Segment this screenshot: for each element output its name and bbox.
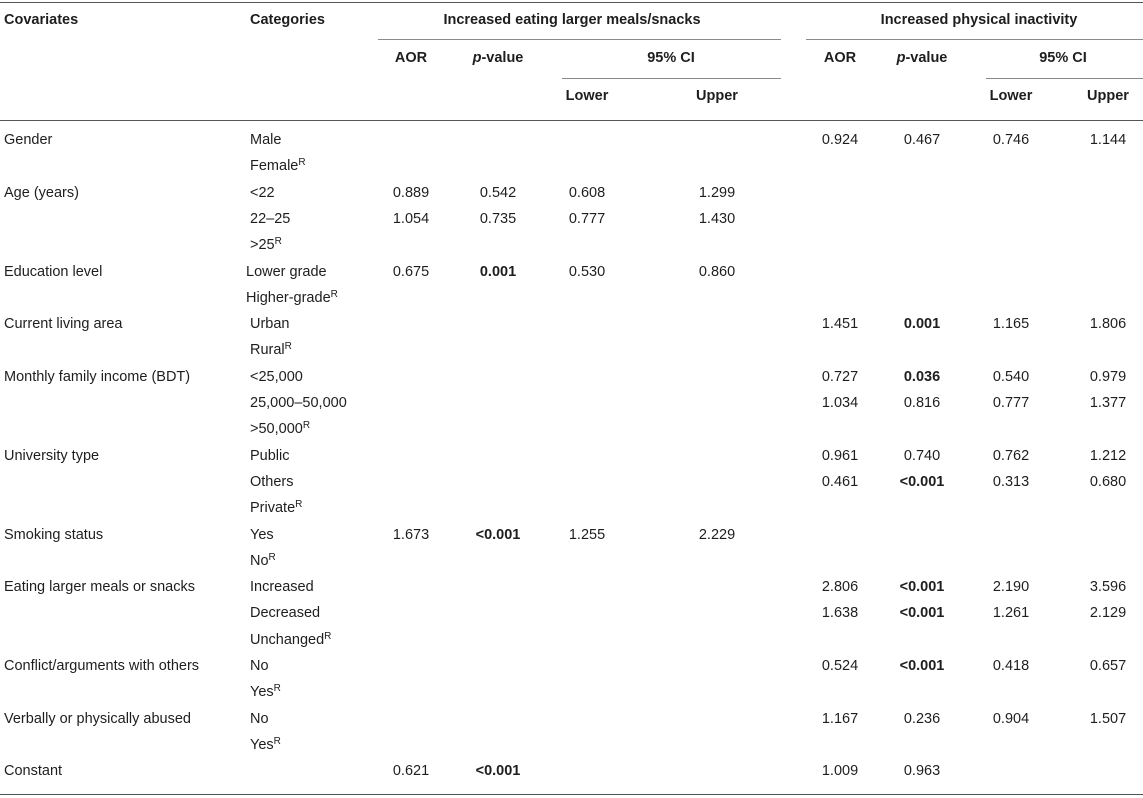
g2-ci-lower-value: 0.904 [992, 711, 1030, 727]
reference-marker: R [273, 736, 281, 747]
category-label: <22 [250, 185, 275, 201]
g2-ci-lower-value: 1.261 [992, 605, 1030, 621]
category-label: Decreased [250, 605, 321, 621]
category-label: Others [250, 474, 294, 490]
covariate-label: Eating larger meals or snacks [4, 579, 195, 595]
covariate-label: Gender [4, 132, 53, 148]
category-label: No [250, 658, 269, 674]
g2-ci-upper-value: 2.129 [1089, 605, 1127, 621]
covariate-label: University type [4, 448, 100, 464]
reference-marker: R [268, 552, 276, 563]
ci2-rule [986, 78, 1143, 79]
category-label: 22–25 [250, 211, 291, 227]
header-g2-lower: Lower [989, 88, 1033, 104]
g2-aor-value: 0.461 [821, 474, 859, 490]
g2-ci-upper-value: 0.680 [1089, 474, 1127, 490]
g2-ci-upper-value: 1.507 [1089, 711, 1127, 727]
g2-aor-value: 1.167 [821, 711, 859, 727]
category-label: Unchanged$^R$ [250, 631, 332, 648]
header-g1-upper: Upper [696, 88, 738, 104]
g2-ci-upper-value: 1.806 [1089, 316, 1127, 332]
covariate-label: Age (years) [4, 185, 79, 201]
covariate-label: Verbally or physically abused [4, 711, 191, 727]
g1-ci-upper-value: 1.430 [698, 211, 736, 227]
g1-aor-value: 1.673 [392, 527, 430, 543]
covariate-label: Education level [4, 264, 103, 280]
g1-pvalue-value: 0.735 [479, 211, 517, 227]
g2-ci-lower-value: 0.418 [992, 658, 1030, 674]
category-label: Private$^R$ [250, 499, 303, 516]
g2-aor-value: 0.961 [821, 448, 859, 464]
g2-pvalue-value: 0.963 [903, 763, 941, 779]
category-label: Yes$^R$ [250, 683, 281, 700]
category-label: $>25^R$ [250, 236, 282, 253]
g2-ci-lower-value: 0.746 [992, 132, 1030, 148]
category-label: Male [250, 132, 282, 148]
g2-ci-lower-value: 2.190 [992, 579, 1030, 595]
category-label: Yes$^R$ [250, 736, 281, 753]
reference-marker: R [330, 289, 338, 300]
g2-ci-lower-value: 0.762 [992, 448, 1030, 464]
reference-marker: R [274, 236, 282, 247]
g2-aor-value: 2.806 [821, 579, 859, 595]
reference-marker: R [302, 420, 311, 431]
g1-aor-value: 0.675 [392, 264, 430, 280]
category-label: Lower grade [246, 264, 327, 280]
g2-pvalue-value: 0.036 [903, 369, 941, 385]
covariate-label: Conflict/arguments with others [4, 658, 200, 674]
g1-ci-lower-value: 0.530 [568, 264, 606, 280]
header-categories: Categories [250, 12, 325, 28]
g2-pvalue-value: 0.816 [903, 395, 941, 411]
reference-marker: R [324, 631, 332, 642]
g2-ci-upper-value: 0.979 [1089, 369, 1127, 385]
covariate-label: Current living area [4, 316, 123, 332]
g1-ci-upper-value: 0.860 [698, 264, 736, 280]
category-label: Public [250, 448, 290, 464]
g2-pvalue-value: 0.467 [903, 132, 941, 148]
category-label: Female$^R$ [250, 157, 306, 174]
g2-pvalue-value: <0.001 [899, 579, 945, 595]
bottom-rule [0, 794, 1143, 795]
reference-marker: R [295, 499, 303, 510]
g2-pvalue-value: 0.236 [903, 711, 941, 727]
g2-pvalue-value: <0.001 [899, 605, 945, 621]
g2-aor-value: 1.638 [821, 605, 859, 621]
top-rule [0, 2, 1143, 3]
category-label: $>50,000^R$ [250, 420, 311, 437]
category-label: $No^R$ [250, 552, 276, 569]
header-g1-lower: Lower [565, 88, 609, 104]
g2-aor-value: 0.524 [821, 658, 859, 674]
header-group2: Increased physical inactivity [880, 12, 1078, 28]
g2-ci-lower-value: 1.165 [992, 316, 1030, 332]
category-label: Rural$^R$ [250, 341, 292, 358]
g1-ci-lower-value: 1.255 [568, 527, 606, 543]
g2-pvalue-value: <0.001 [899, 658, 945, 674]
g2-ci-lower-value: 0.313 [992, 474, 1030, 490]
header-g1-ci: 95% CI [647, 50, 695, 66]
g2-pvalue-value: <0.001 [899, 474, 945, 490]
header-g2-ci: 95% CI [1039, 50, 1087, 66]
header-g1-aor: AOR [394, 50, 428, 66]
category-label: Higher-grade$^R$ [246, 289, 338, 306]
g2-aor-value: 0.727 [821, 369, 859, 385]
category-label: 25,000–50,000 [250, 395, 347, 411]
reference-marker: R [284, 341, 292, 352]
header-covariates: Covariates [4, 12, 79, 28]
header-group1: Increased eating larger meals/snacks [443, 12, 701, 28]
header-bottom-rule [0, 120, 1143, 121]
category-label: <25,000 [250, 369, 303, 385]
g2-ci-upper-value: 3.596 [1089, 579, 1127, 595]
ci1-rule [562, 78, 781, 79]
g2-pvalue-value: 0.001 [903, 316, 941, 332]
group1-rule [378, 39, 781, 40]
g1-ci-upper-value: 2.229 [698, 527, 736, 543]
category-label: No [250, 711, 269, 727]
covariate-label: Constant [4, 763, 63, 779]
g1-ci-upper-value: 1.299 [698, 185, 736, 201]
category-label: Increased [250, 579, 314, 595]
g2-aor-value: 0.924 [821, 132, 859, 148]
g2-ci-upper-value: 0.657 [1089, 658, 1127, 674]
reference-marker: R [273, 683, 281, 694]
g2-ci-lower-value: 0.540 [992, 369, 1030, 385]
category-label: Urban [250, 316, 290, 332]
g1-pvalue-value: <0.001 [475, 763, 521, 779]
g1-ci-lower-value: 0.777 [568, 211, 606, 227]
header-g2-pvalue: p-value [896, 50, 948, 66]
g2-ci-upper-value: 1.377 [1089, 395, 1127, 411]
g1-aor-value: 0.889 [392, 185, 430, 201]
header-g1-pvalue: p-value [472, 50, 524, 66]
g1-aor-value: 0.621 [392, 763, 430, 779]
g1-pvalue-value: <0.001 [475, 527, 521, 543]
g2-ci-upper-value: 1.144 [1089, 132, 1127, 148]
g1-pvalue-value: 0.542 [479, 185, 517, 201]
g2-ci-lower-value: 0.777 [992, 395, 1030, 411]
reference-marker: R [298, 157, 306, 168]
covariate-label: Monthly family income (BDT) [4, 369, 191, 385]
g2-aor-value: 1.009 [821, 763, 859, 779]
g2-aor-value: 1.034 [821, 395, 859, 411]
g2-ci-upper-value: 1.212 [1089, 448, 1127, 464]
g2-aor-value: 1.451 [821, 316, 859, 332]
g1-pvalue-value: 0.001 [479, 264, 517, 280]
header-g2-aor: AOR [823, 50, 857, 66]
g2-pvalue-value: 0.740 [903, 448, 941, 464]
g1-ci-lower-value: 0.608 [568, 185, 606, 201]
covariate-label: Smoking status [4, 527, 104, 543]
group2-rule [806, 39, 1143, 40]
category-label: Yes [250, 527, 274, 543]
g1-aor-value: 1.054 [392, 211, 430, 227]
header-g2-upper: Upper [1087, 88, 1129, 104]
